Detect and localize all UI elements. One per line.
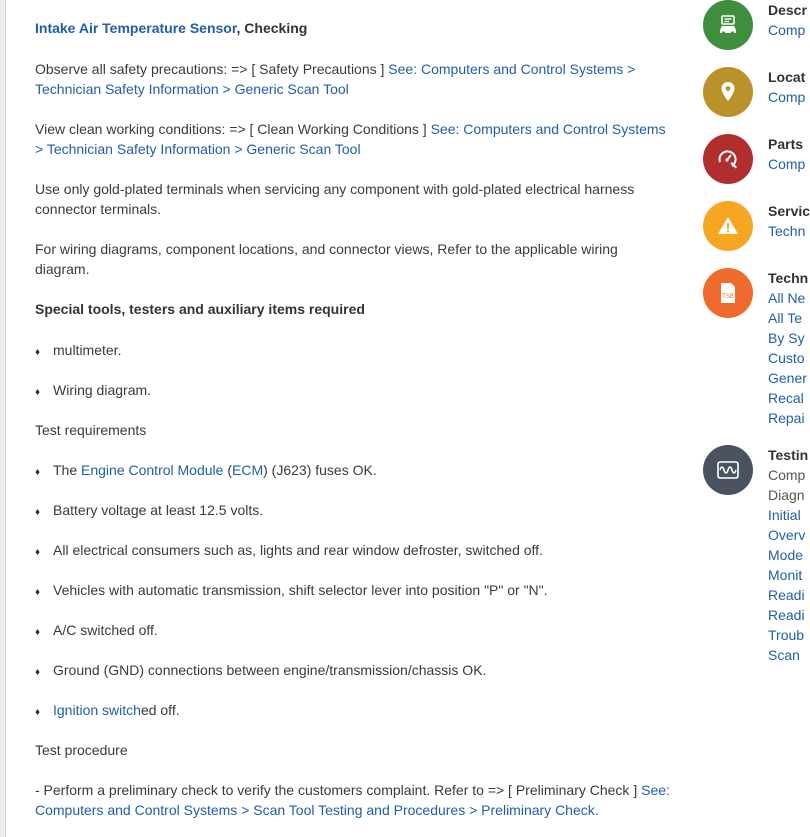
req-ecm-post: ) (J623) fuses OK. (263, 462, 377, 478)
tsb-link[interactable]: Gener (768, 370, 807, 386)
parts-heading: Parts (768, 136, 804, 152)
waveform-icon (716, 458, 740, 482)
description-circle[interactable] (703, 0, 753, 50)
related-info-sidebar (702, 0, 810, 837)
procedure-step (35, 780, 675, 820)
requirement-text: Ground (GND) connections between engine/transmission/chassis OK. (53, 662, 487, 678)
page-title (35, 18, 675, 38)
tsb-link[interactable]: Custo (768, 350, 805, 366)
bullet-icon: ♦ (35, 507, 41, 518)
testing-link[interactable]: Readi (768, 587, 805, 603)
testing-link[interactable]: Mode (768, 547, 804, 563)
requirement-item (35, 500, 675, 523)
requirement-text: All electrical consumers such as, lights and rear window defroster, switched off. (53, 542, 543, 558)
parts-link[interactable]: Comp (768, 156, 806, 172)
tsb-document-icon (716, 281, 740, 305)
procedure-text: - Perform a preliminary check to verify the customers complaint. Refer to => [ Preliminary Check ] (35, 782, 642, 798)
bullet-icon: ♦ (35, 707, 41, 718)
testing-link[interactable]: Readi (768, 607, 805, 623)
testing-link[interactable]: Initial (768, 507, 801, 523)
bullet-icon: ♦ (35, 347, 41, 358)
testing-link[interactable]: Monit (768, 567, 803, 583)
location-link[interactable]: Comp (768, 89, 806, 105)
title-suffix: , Checking (236, 20, 308, 36)
tsb-heading: Techn (768, 270, 809, 286)
tsb-link[interactable]: Recal (768, 390, 804, 406)
safety-link[interactable]: See: Computers and Control Systems > Technician Safety Information > Generic Scan Tool (35, 61, 636, 97)
wiring-note: For wiring diagrams, component locations, and connector views, Refer to the applicable wiring diagram. (35, 241, 618, 277)
testing-category: Diagn (768, 487, 805, 503)
gauge-wrench-icon (716, 147, 740, 171)
test-requirements-heading: Test requirements (35, 422, 147, 438)
description-heading: Descr (768, 2, 807, 18)
testing-category: Comp (768, 467, 806, 483)
ignition-suffix: ed off. (140, 702, 180, 718)
ecm-link[interactable]: Engine Control Module (81, 462, 224, 478)
warning-icon (716, 214, 740, 238)
special-tools-heading: Special tools, testers and auxiliary items required (35, 301, 365, 317)
tsb-circle[interactable] (703, 268, 753, 318)
location-circle[interactable] (703, 67, 753, 117)
tool-label: Wiring diagram. (53, 382, 152, 398)
testing-link[interactable]: Scan (768, 647, 800, 663)
requirement-text: Vehicles with automatic transmission, shift selector lever into position "P" or "N". (53, 582, 548, 598)
requirement-item (35, 620, 675, 643)
ignition-switch-link[interactable]: Ignition switch (53, 702, 141, 718)
requirement-ignition (35, 700, 675, 723)
bullet-icon: ♦ (35, 667, 41, 678)
tool-item-multimeter (35, 340, 675, 363)
test-procedure-heading: Test procedure (35, 742, 128, 758)
service-heading: Servic (768, 203, 810, 219)
testing-link[interactable]: Overv (768, 527, 806, 543)
clean-text: View clean working conditions: => [ Clean Working Conditions ] (35, 121, 431, 137)
parts-circle[interactable] (703, 134, 753, 184)
tsb-link[interactable]: All Te (768, 310, 802, 326)
requirement-ecm (35, 460, 675, 483)
title-link[interactable]: Intake Air Temperature Sensor (35, 20, 237, 36)
req-ecm-mid: ( (223, 462, 232, 478)
requirement-item (35, 580, 675, 603)
bullet-icon: ♦ (35, 627, 41, 638)
testing-link[interactable]: Troub (768, 627, 805, 643)
requirement-text: A/C switched off. (53, 622, 158, 638)
bullet-icon: ♦ (35, 387, 41, 398)
testing-heading: Testin (768, 447, 809, 463)
tool-item-wiring (35, 380, 675, 403)
service-circle[interactable] (703, 201, 753, 251)
location-heading: Locat (768, 69, 806, 85)
safety-text: Observe all safety precautions: => [ Safety Precautions ] (35, 61, 389, 77)
safety-paragraph (35, 59, 675, 99)
car-list-icon (716, 13, 740, 37)
tsb-link[interactable]: By Sy (768, 330, 805, 346)
tool-label: multimeter. (53, 342, 122, 358)
requirement-item (35, 660, 675, 683)
gold-plated-note: Use only gold-plated terminals when servicing any component with gold-plated electrical harness connector terminals. (35, 181, 635, 217)
requirement-item (35, 540, 675, 563)
tsb-link[interactable]: All Ne (768, 290, 806, 306)
requirement-text: Battery voltage at least 12.5 volts. (53, 502, 264, 518)
description-link[interactable]: Comp (768, 22, 806, 38)
req-ecm-pre: The (53, 462, 82, 478)
ecm-abbrev-link[interactable]: ECM (232, 462, 264, 478)
testing-circle[interactable] (703, 445, 753, 495)
bullet-icon: ♦ (35, 587, 41, 598)
left-panel-border (0, 0, 6, 837)
service-link[interactable]: Techn (768, 223, 806, 239)
bullet-icon: ♦ (35, 467, 41, 478)
preliminary-check-link[interactable]: See: Computers and Control Systems > Scan Tool Testing and Procedures > Preliminary Check. (35, 782, 670, 818)
clean-paragraph (35, 119, 675, 159)
location-pin-icon (716, 80, 740, 104)
tsb-link[interactable]: Repai (768, 410, 805, 426)
bullet-icon: ♦ (35, 547, 41, 558)
clean-link[interactable]: See: Computers and Control Systems > Technician Safety Information > Generic Scan Tool (35, 121, 666, 157)
svg-text:TSB: TSB (722, 294, 734, 300)
